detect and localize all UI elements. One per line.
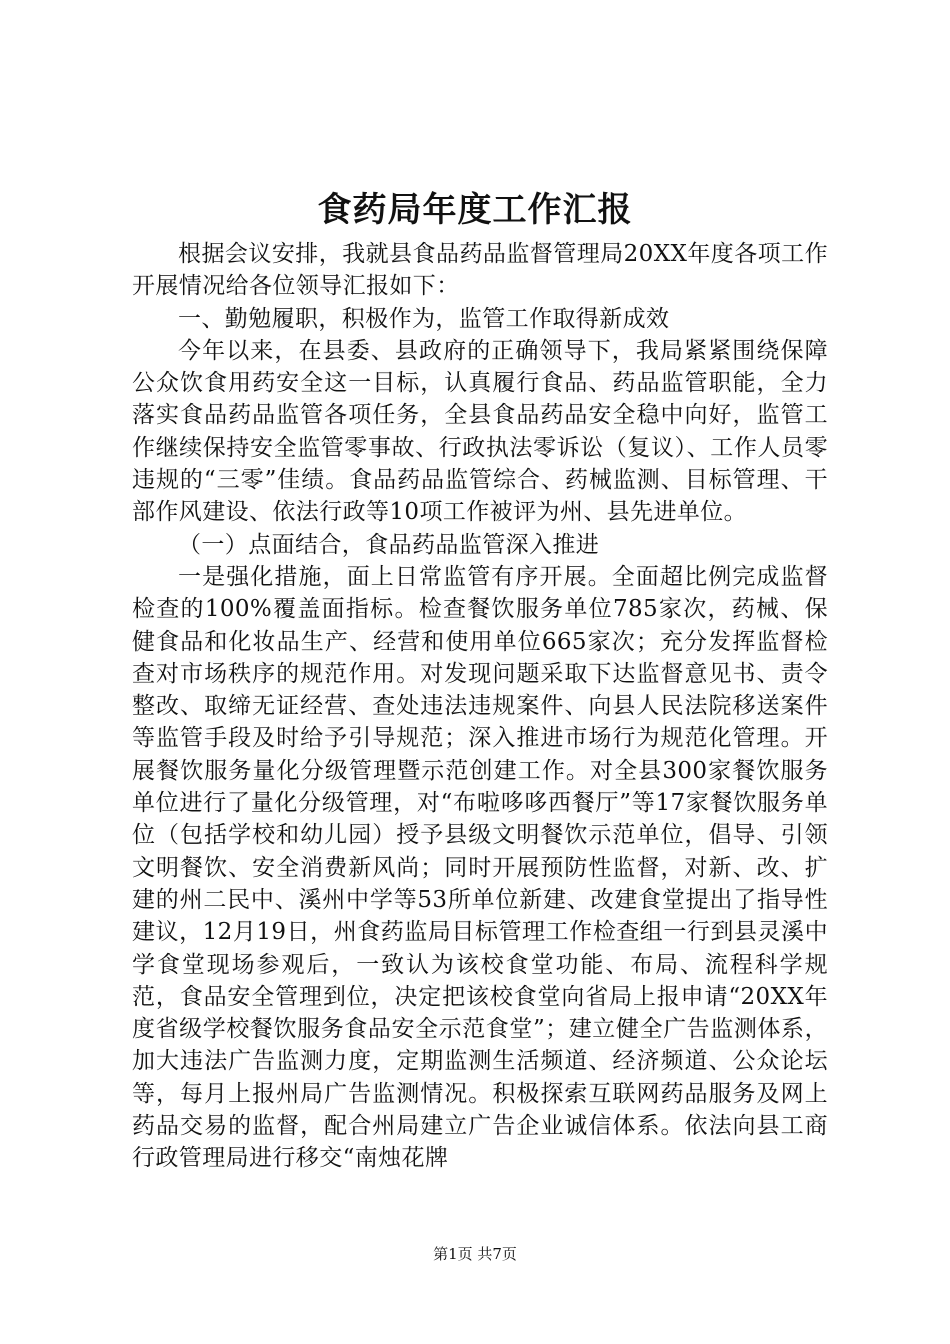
page-number-footer: 第1页 共7页 [433,1245,517,1263]
paragraph-overview: 今年以来，在县委、县政府的正确领导下，我局紧紧围绕保障公众饮食用药安全这一目标，认真履行食品、药品监管职能，全力落实食品药品监管各项任务，全县食品药品安全稳中向好，监管工作继续保持安全监管零事故、行政执法零诉讼（复议）、工作人员零违规的“三零”佳绩。食品药品监管综合、药械监测、目标管理、干部作风建设、依法行政等10项工作被评为州、县先进单位。 [132,337,828,526]
section-heading-1: 一、勤勉履职，积极作为，监管工作取得新成效 [178,305,670,332]
subsection-heading-1: （一）点面结合，食品药品监管深入推进 [178,531,600,558]
document-title: 食药局年度工作汇报 [317,190,633,230]
document-body [132,238,828,1175]
paragraph-intro: 根据会议安排，我就县食品药品监督管理局20XX年度各项工作开展情况给各位领导汇报如下： [132,241,828,300]
paragraph-measures: 一是强化措施，面上日常监管有序开展。全面超比例完成监督检查的100%覆盖面指标。检查餐饮服务单位785家次，药械、保健食品和化妆品生产、经营和使用单位665家次；充分发挥监督检查对市场秩序的规范作用。对发现问题采取下达监督意见书、责令整改、取缔无证经营、查处违法违规案件、向县人民法院移送案件等监管手段及时给予引导规范；深入推进市场行为规范化管理。开展餐饮服务量化分级管理暨示范创建工作。对全县300家餐饮服务单位进行了量化分级管理，对“布啦哆哆西餐厅”等17家餐饮服务单位（包括学校和幼儿园）授予县级文明餐饮示范单位，倡导、引领文明餐饮、安全消费新风尚；同时开展预防性监督，对新、改、扩建的州二民中、溪州中学等53所单位新建、改建食堂提出了指导性建议，12月19日，州食药监局目标管理工作检查组一行到县灵溪中学食堂现场参观后，一致认为该校食堂功能、布局、流程科学规范，食品安全管理到位，决定把该校食堂向省局上报申请“20XX年度省级学校餐饮服务食品安全示范食堂”；建立健全广告监测体系，加大违法广告监测力度，定期监测生活频道、经济频道、公众论坛等，每月上报州局广告监测情况。积极探索互联网药品服务及网上药品交易的监督，配合州局建立广告企业诚信体系。依法向县工商行政管理局进行移交“南烛花牌 [132,563,828,1172]
